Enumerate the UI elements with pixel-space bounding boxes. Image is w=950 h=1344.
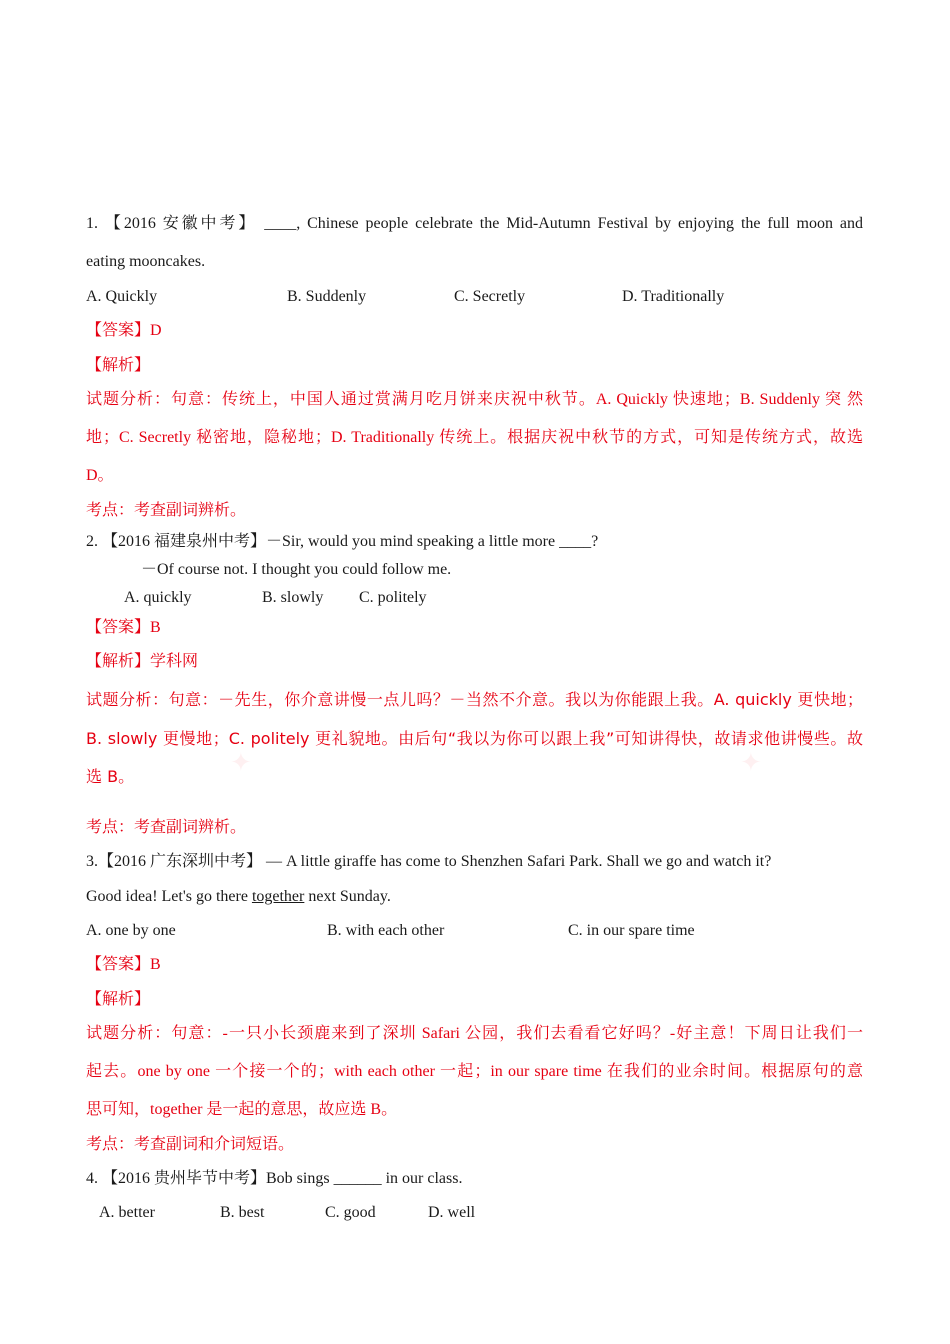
q2-option-b: B. slowly bbox=[262, 589, 324, 606]
reply-text: next Sunday. bbox=[304, 888, 391, 905]
q3-option-c: C. in our spare time bbox=[568, 922, 695, 939]
q2-analysis-line: 选 B。 bbox=[86, 767, 135, 786]
q3-analysis-line: 起去。one by one 一个接一个的；with each other 一起；in our spare time 在我们的业余时间。根据原句的意 bbox=[86, 1063, 863, 1080]
underlined-word: together bbox=[251, 888, 305, 905]
q1-analysis-line: 试题分析：句意：传统上，中国人通过赏满月吃月饼来庆祝中秋节。A. Quickly 快速地；B. Suddenly 突 然 bbox=[86, 391, 863, 408]
q2-point: 考点：考查副词辨析。 bbox=[86, 819, 247, 836]
q4-option-a: A. better bbox=[99, 1204, 155, 1221]
q1-analysis-line: 地；C. Secretly 秘密地，隐秘地；D. Traditionally 传统上。根据庆祝中秋节的方式，可知是传统方式，故选 bbox=[86, 429, 863, 446]
q4-option-c: C. good bbox=[325, 1204, 376, 1221]
q2-answer: 【答案】B bbox=[86, 619, 161, 636]
q3-analysis-line: 试题分析：句意：-一只小长颈鹿来到了深圳 Safari 公园，我们去看看它好吗？-好主意！下周日让我们一 bbox=[86, 1025, 863, 1042]
q1-option-b: B. Suddenly bbox=[287, 288, 367, 305]
reply-text: Good idea! Let's go there bbox=[86, 888, 252, 905]
q3-point: 考点：考查副词和介词短语。 bbox=[86, 1136, 295, 1153]
question-2-reply: －Of course not. I thought you could follow me. bbox=[141, 561, 452, 578]
question-1-stem-cont: eating mooncakes. bbox=[86, 253, 206, 270]
q1-analysis-line: D。 bbox=[86, 467, 114, 484]
q3-option-a: A. one by one bbox=[86, 922, 176, 939]
q3-analysis-label: 【解析】 bbox=[86, 991, 151, 1008]
q3-analysis-line: 思可知，together 是一起的意思，故应选 B。 bbox=[86, 1101, 398, 1118]
q1-answer: 【答案】D bbox=[86, 322, 162, 339]
question-3-reply bbox=[86, 887, 391, 907]
q3-option-b: B. with each other bbox=[327, 922, 445, 939]
q2-analysis-line: 试题分析：句意：－先生，你介意讲慢一点儿吗？－当然不介意。我以为你能跟上我。A. quickly 更快地； bbox=[86, 690, 863, 709]
question-3-stem: 3.【2016 广东深圳中考】 — A little giraffe has come to Shenzhen Safari Park. Shall we go and watch it? bbox=[86, 853, 772, 870]
q4-option-b: B. best bbox=[220, 1204, 265, 1221]
question-2-stem: 2. 【2016 福建泉州中考】－Sir, would you mind speaking a little more ____? bbox=[86, 533, 599, 550]
q2-option-a: A. quickly bbox=[124, 589, 192, 606]
q4-option-d: D. well bbox=[428, 1204, 476, 1221]
watermark: ✦ bbox=[740, 748, 762, 778]
q3-answer: 【答案】B bbox=[86, 956, 161, 973]
q1-option-d: D. Traditionally bbox=[622, 288, 725, 305]
q1-option-c: C. Secretly bbox=[454, 288, 526, 305]
q2-option-c: C. politely bbox=[359, 589, 427, 606]
question-1-stem: 1. 【2016 安徽中考】 ____, Chinese people celebrate the Mid-Autumn Festival by enjoying the full moon and bbox=[86, 215, 863, 232]
q1-point: 考点：考查副词辨析。 bbox=[86, 502, 247, 519]
q2-analysis-line: B. slowly 更慢地；C. politely 更礼貌地。由后句“我以为你可以跟上我”可知讲得快，故请求他讲慢些。故 bbox=[86, 729, 863, 748]
q1-option-a: A. Quickly bbox=[86, 288, 158, 305]
q1-analysis-label: 【解析】 bbox=[86, 357, 151, 374]
question-4-stem: 4. 【2016 贵州毕节中考】Bob sings ______ in our class. bbox=[86, 1170, 463, 1187]
q2-analysis-label: 【解析】学科网 bbox=[86, 653, 199, 670]
watermark: ✦ bbox=[230, 748, 252, 778]
